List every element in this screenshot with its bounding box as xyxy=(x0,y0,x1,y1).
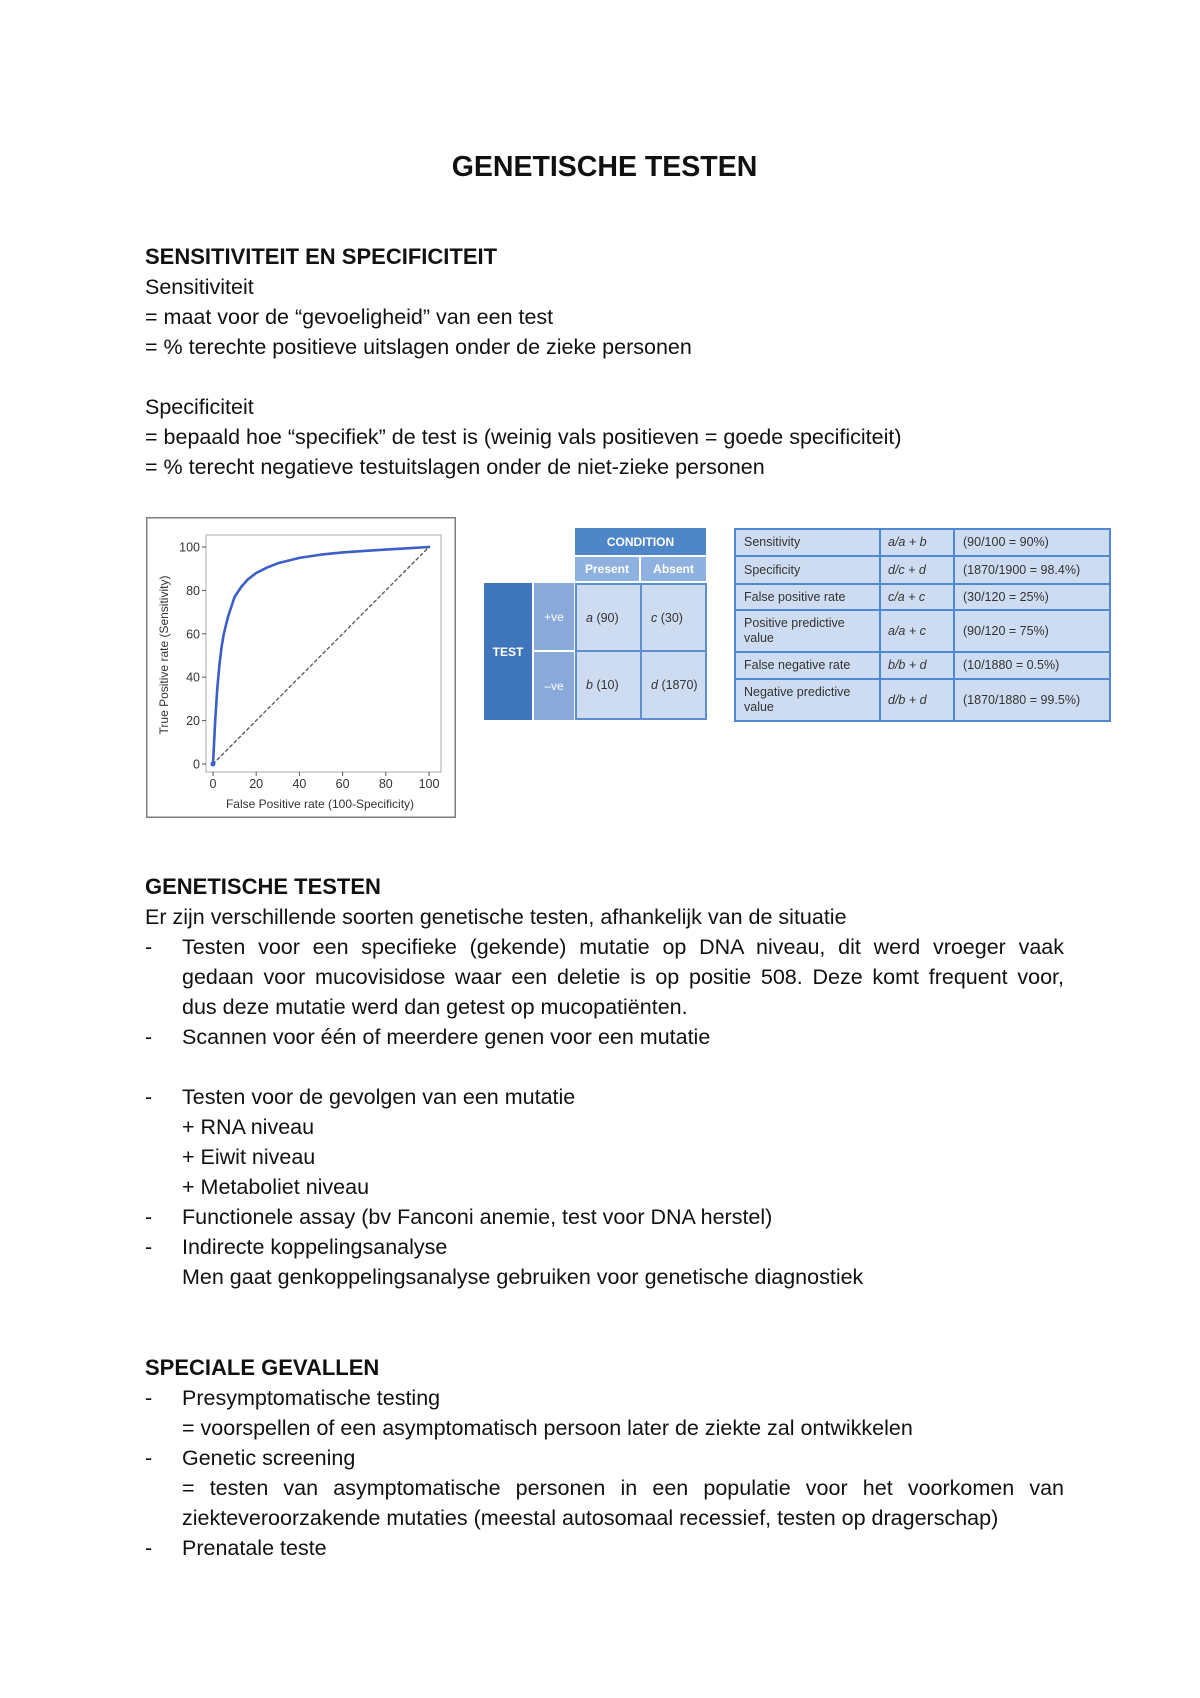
specificity-definition-line: = bepaald hoe “specifiek” de test is (weinig vals positieven = goede specificiteit) xyxy=(145,425,902,449)
section-heading: SENSITIVITEIT EN SPECIFICITEIT xyxy=(145,244,498,269)
statistic-name: False negative rate xyxy=(735,652,880,679)
list-item-text: Presymptomatische testing xyxy=(182,1386,441,1410)
list-item-body xyxy=(182,932,1064,1022)
section-heading: SPECIALE GEVALLEN xyxy=(145,1355,380,1380)
statistic-formula: a/a + c xyxy=(880,610,954,652)
list-item-body xyxy=(182,1232,1064,1292)
row-header-positive: +ve xyxy=(534,583,574,650)
list-item xyxy=(145,1232,1064,1292)
list-item-text: Indirecte koppelingsanalyse xyxy=(182,1235,448,1259)
x-tick-label: 20 xyxy=(249,777,264,791)
y-tick-label: 60 xyxy=(186,627,200,642)
list-item xyxy=(145,1383,1064,1443)
column-header-present: Present xyxy=(575,557,639,581)
cell-true-positive xyxy=(575,583,642,652)
cell-letter: d xyxy=(651,678,658,692)
table-row xyxy=(735,584,1110,610)
section-genetic-tests xyxy=(145,872,1064,1292)
list-item-text: Genetic screening xyxy=(182,1446,356,1470)
bullet-dash: - xyxy=(145,1025,153,1049)
cell-count: (90) xyxy=(596,610,619,625)
statistic-formula: b/b + d xyxy=(880,652,954,679)
statistic-value: (1870/1900 = 98.4%) xyxy=(954,556,1110,584)
cell-letter: c xyxy=(651,610,658,625)
x-tick-label: 80 xyxy=(378,777,393,791)
diagnostic-statistics-table xyxy=(734,528,1111,722)
sensitivity-definition-line: = % terechte positieve uitslagen onder de zieke personen xyxy=(145,335,692,359)
list-item xyxy=(145,932,1064,1022)
list-item xyxy=(145,1022,1064,1052)
list-item xyxy=(145,1202,1064,1232)
table-row xyxy=(735,610,1110,652)
list-item-text: Prenatale teste xyxy=(182,1536,327,1560)
bullet-dash: - xyxy=(145,1235,153,1259)
statistic-formula: a/a + b xyxy=(880,529,954,556)
statistic-name: Specificity xyxy=(735,556,880,584)
sub-item: + Metaboliet niveau xyxy=(182,1175,370,1199)
cell-letter: b xyxy=(586,678,593,692)
y-tick-label: 80 xyxy=(186,583,200,598)
statistic-value: (1870/1880 = 99.5%) xyxy=(954,679,1110,721)
sensitivity-label: Sensitiviteit xyxy=(145,275,254,299)
x-tick-label: 40 xyxy=(292,777,307,791)
list-item-line: ziekteveroorzakende mutaties (meestal autosomaal recessief, testen op dragerschap) xyxy=(182,1506,999,1530)
statistic-formula: d/b + d xyxy=(880,679,954,721)
test-row-header: TEST xyxy=(484,583,532,720)
page-title: GENETISCHE TESTEN xyxy=(451,151,758,183)
table-row xyxy=(735,556,1110,584)
cell-count: (30) xyxy=(660,610,683,625)
condition-test-table xyxy=(484,528,707,720)
list-item-text: Scannen voor één of meerdere genen voor een mutatie xyxy=(182,1025,711,1049)
list-item xyxy=(145,1082,1064,1202)
sub-item: + RNA niveau xyxy=(182,1115,315,1139)
list-item-body xyxy=(182,1383,1064,1443)
statistic-value: (90/100 = 90%) xyxy=(954,529,1110,556)
y-tick-label: 100 xyxy=(179,540,200,555)
x-tick-label: 100 xyxy=(418,777,440,791)
list-item-text: Functionele assay (bv Fanconi anemie, test voor DNA herstel) xyxy=(182,1205,773,1229)
statistic-name: Positive predictive value xyxy=(735,610,880,652)
bullet-dash: - xyxy=(145,1446,153,1470)
list-item xyxy=(145,1533,1064,1563)
bullet-dash: - xyxy=(145,1205,153,1229)
roc-curve-start-point xyxy=(211,762,216,767)
x-tick-label: 0 xyxy=(209,777,217,791)
cell-count: (1870) xyxy=(661,678,698,692)
list-item-body xyxy=(182,1082,1064,1202)
blank-line xyxy=(145,1052,1064,1082)
list-item-line: Testen voor een specifieke (gekende) mutatie op DNA niveau, dit werd vroeger vaak xyxy=(182,935,1064,959)
cell-letter: a xyxy=(586,610,593,625)
section-special-cases xyxy=(145,1353,1064,1563)
section-heading: GENETISCHE TESTEN xyxy=(145,874,381,899)
specificity-label: Specificiteit xyxy=(145,395,254,419)
row-header-negative: –ve xyxy=(534,652,574,720)
statistic-name: Negative predictive value xyxy=(735,679,880,721)
specificity-definition-line: = % terecht negatieve testuitslagen onder de niet-zieke personen xyxy=(145,455,765,479)
list-item-line: gedaan voor mucovisidose waar een deletie is op positie 508. Deze komt frequent voor, xyxy=(182,965,1064,989)
intro-text: Er zijn verschillende soorten genetische testen, afhankelijk van de situatie xyxy=(145,905,847,929)
column-header-absent: Absent xyxy=(641,557,706,581)
list-item-body xyxy=(182,1443,1064,1533)
list-item-detail: = voorspellen of een asymptomatisch persoon later de ziekte zal ontwikkelen xyxy=(182,1416,913,1440)
blank-line xyxy=(145,362,1064,392)
statistic-value: (30/120 = 25%) xyxy=(954,584,1110,610)
table-row xyxy=(735,679,1110,721)
table-row xyxy=(735,529,1110,556)
statistic-value: (90/120 = 75%) xyxy=(954,610,1110,652)
y-axis-label: True Positive rate (Sensitivity) xyxy=(157,575,171,735)
sub-item: + Eiwit niveau xyxy=(182,1145,316,1169)
statistic-name: False positive rate xyxy=(735,584,880,610)
y-tick-label: 20 xyxy=(186,714,200,729)
section-sensitivity-specificity xyxy=(145,242,1064,482)
bullet-dash: - xyxy=(145,1536,153,1560)
x-tick-label: 60 xyxy=(335,777,350,791)
bullet-dash: - xyxy=(145,935,153,959)
cell-count: (10) xyxy=(596,678,619,692)
roc-curve-chart xyxy=(146,517,456,818)
y-tick-label: 0 xyxy=(193,757,200,772)
y-tick-label: 40 xyxy=(186,670,200,685)
statistic-formula: d/c + d xyxy=(880,556,954,584)
cell-true-negative xyxy=(640,650,707,720)
list-item-text: Testen voor de gevolgen van een mutatie xyxy=(182,1085,576,1109)
list-item xyxy=(145,1443,1064,1533)
bullet-dash: - xyxy=(145,1386,153,1410)
sensitivity-definition-line: = maat voor de “gevoeligheid” van een test xyxy=(145,305,554,329)
cell-false-negative xyxy=(575,650,642,720)
bullet-dash: - xyxy=(145,1085,153,1109)
list-item-detail: Men gaat genkoppelingsanalyse gebruiken voor genetische diagnostiek xyxy=(182,1265,864,1289)
condition-header: CONDITION xyxy=(575,528,706,555)
statistic-formula: c/a + c xyxy=(880,584,954,610)
statistic-name: Sensitivity xyxy=(735,529,880,556)
statistic-value: (10/1880 = 0.5%) xyxy=(954,652,1110,679)
cell-false-positive xyxy=(640,583,707,652)
table-row xyxy=(735,652,1110,679)
list-item-line: = testen van asymptomatische personen in een populatie voor het voorkomen van xyxy=(182,1476,1064,1500)
x-axis-label: False Positive rate (100-Specificity) xyxy=(225,797,415,811)
list-item-line: dus deze mutatie werd dan getest op mucopatiënten. xyxy=(182,995,688,1019)
